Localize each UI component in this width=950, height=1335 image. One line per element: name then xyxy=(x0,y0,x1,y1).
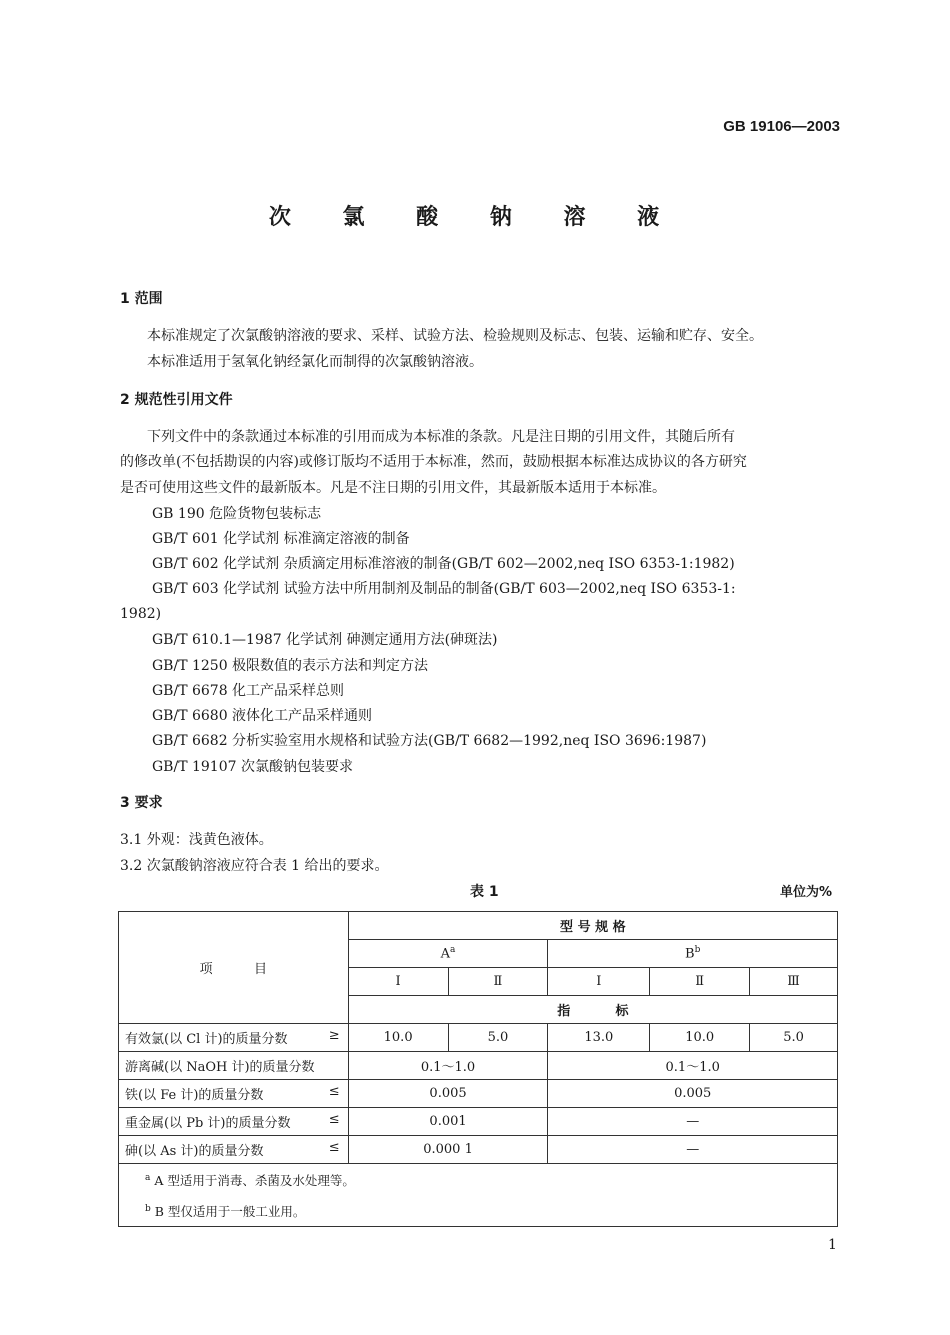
grade-header: Ⅱ xyxy=(448,968,548,996)
row-item: 重金属(以 Pb 计)的质量分数 xyxy=(125,1116,291,1131)
index-header: 指 标 xyxy=(348,996,837,1024)
footnote-a: $^a$ A 型适用于消毒、杀菌及水处理等。 xyxy=(145,1173,355,1189)
cell: 0.1～1.0 xyxy=(348,1052,548,1080)
table-caption: 表 1 xyxy=(470,884,499,900)
table-row: 有效氯(以 Cl 计)的质量分数 ≥ 10.0 5.0 13.0 10.0 5.0 xyxy=(119,1024,838,1052)
cell: — xyxy=(548,1136,838,1164)
reference: 1982) xyxy=(120,606,162,622)
paragraph: 是否可使用这些文件的最新版本。凡是不注日期的引用文件，其最新版本适用于本标准。 xyxy=(120,480,666,496)
item-header: 项 目 xyxy=(119,912,349,1024)
cell: 10.0 xyxy=(650,1024,750,1052)
table-row: 重金属(以 Pb 计)的质量分数 ≤ 0.001 — xyxy=(119,1108,838,1136)
grade-header: Ⅲ xyxy=(750,968,838,996)
cell: 0.001 xyxy=(348,1108,548,1136)
reference: GB/T 6680 液体化工产品采样通则 xyxy=(152,708,373,724)
cell: 10.0 xyxy=(348,1024,448,1052)
requirements-table xyxy=(118,911,838,1227)
cell: 0.1～1.0 xyxy=(548,1052,838,1080)
paragraph: 本标准适用于氢氧化钠经氯化而制得的次氯酸钠溶液。 xyxy=(147,354,483,370)
cell: 0.000 1 xyxy=(348,1136,548,1164)
cell: 0.005 xyxy=(348,1080,548,1108)
paragraph: 本标准规定了次氯酸钠溶液的要求、采样、试验方法、检验规则及标志、包装、运输和贮存、安全。 xyxy=(147,328,763,344)
cell: 5.0 xyxy=(448,1024,548,1052)
reference: GB/T 1250 极限数值的表示方法和判定方法 xyxy=(152,658,429,674)
page-number: 1 xyxy=(828,1237,837,1253)
section-2-heading: 2 规范性引用文件 xyxy=(120,392,233,408)
table-footnotes xyxy=(119,1164,838,1227)
spec-header: 型 号 规 格 xyxy=(348,912,837,940)
section-1-heading: 1 范围 xyxy=(120,291,163,307)
table-row: 砷(以 As 计)的质量分数 ≤ 0.000 1 — xyxy=(119,1136,838,1164)
reference: GB/T 610.1—1987 化学试剂 砷测定通用方法(砷斑法) xyxy=(152,632,498,648)
cell: — xyxy=(548,1108,838,1136)
table-row: 铁(以 Fe 计)的质量分数 ≤ 0.005 0.005 xyxy=(119,1080,838,1108)
footnote-b: $^b$ B 型仅适用于一般工业用。 xyxy=(145,1204,306,1220)
reference: GB/T 601 化学试剂 标准滴定溶液的制备 xyxy=(152,531,410,547)
reference: GB/T 603 化学试剂 试验方法中所用制剂及制品的制备(GB/T 603—2002,neq ISO 6353-1: xyxy=(152,581,736,597)
type-b-header: $B^b$ xyxy=(548,940,838,968)
row-item: 砷(以 As 计)的质量分数 xyxy=(125,1144,264,1159)
reference: GB/T 6682 分析实验室用水规格和试验方法(GB/T 6682—1992,neq ISO 3696:1987) xyxy=(152,733,707,749)
paragraph: 的修改单(不包括勘误的内容)或修订版均不适用于本标准，然而，鼓励根据本标准达成协议的各方研究 xyxy=(120,454,747,470)
paragraph: 下列文件中的条款通过本标准的引用而成为本标准的条款。凡是注日期的引用文件，其随后所有 xyxy=(147,429,735,445)
grade-header: Ⅱ xyxy=(650,968,750,996)
cell: 5.0 xyxy=(750,1024,838,1052)
grade-header: Ⅰ xyxy=(348,968,448,996)
document-title: 次 氯 酸 钠 溶 液 xyxy=(268,204,682,230)
reference: GB/T 602 化学试剂 杂质滴定用标准溶液的制备(GB/T 602—2002,neq ISO 6353-1:1982) xyxy=(152,556,735,572)
reference: GB/T 6678 化工产品采样总则 xyxy=(152,683,345,699)
clause-3-2: 3.2 次氯酸钠溶液应符合表 1 给出的要求。 xyxy=(120,858,389,874)
cell: 13.0 xyxy=(548,1024,650,1052)
standard-number: GB 19106—2003 xyxy=(723,118,840,135)
cell: 0.005 xyxy=(548,1080,838,1108)
reference: GB 190 危险货物包装标志 xyxy=(152,506,322,522)
section-3-heading: 3 要求 xyxy=(120,795,163,811)
clause-3-1: 3.1 外观：浅黄色液体。 xyxy=(120,832,273,848)
row-item: 铁(以 Fe 计)的质量分数 xyxy=(125,1088,264,1103)
reference: GB/T 19107 次氯酸钠包装要求 xyxy=(152,759,353,775)
table-unit: 单位为% xyxy=(779,885,832,900)
row-item: 游离碱(以 NaOH 计)的质量分数 xyxy=(125,1060,315,1075)
table-row xyxy=(119,1052,838,1080)
row-item: 有效氯(以 Cl 计)的质量分数 xyxy=(125,1032,288,1047)
grade-header: Ⅰ xyxy=(548,968,650,996)
type-a-header: $A^a$ xyxy=(348,940,548,968)
